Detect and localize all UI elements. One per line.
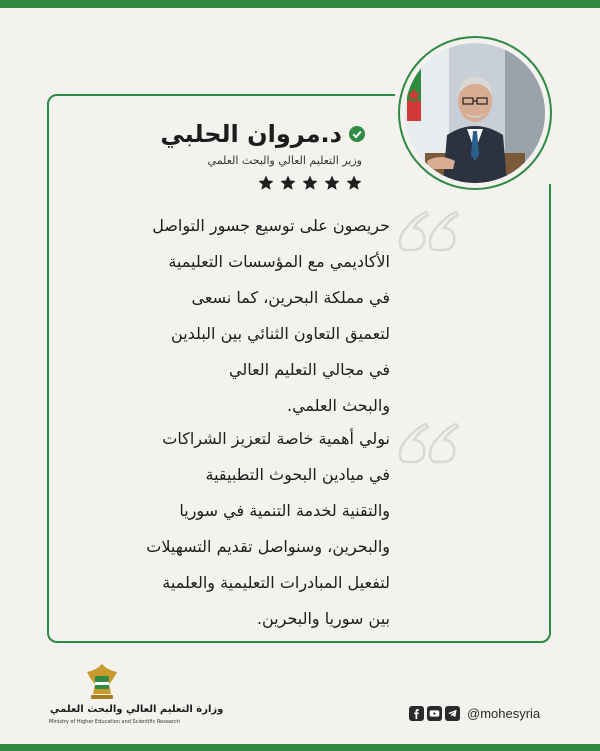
verified-check-icon [349, 126, 365, 142]
facebook-icon[interactable] [409, 706, 424, 721]
ministry-name-arabic: وزارة التعليم العالي والبحث العلمي [50, 704, 224, 715]
quote-paragraph-1: حريصون على توسيع جسور التواصل الأكاديمي مع المؤسسات التعليمية في مملكة البحرين، كما نسعى لتعميق التعاون الثنائي بين البلدين في مجالي التعليم العالي والبحث العلمي. [152, 216, 390, 415]
star-icon [279, 174, 297, 192]
profile-header [160, 120, 365, 148]
star-icon [323, 174, 341, 192]
profile-name: د.مروان الحلبي [160, 120, 342, 148]
social-handle[interactable]: @mohesyria [467, 706, 541, 721]
star-icon [257, 174, 275, 192]
youtube-icon[interactable] [427, 706, 442, 721]
ministry-name-english: Ministry of Higher Education and Scientific Research [49, 719, 180, 725]
star-icon [301, 174, 319, 192]
ministry-emblem-logo [81, 660, 123, 702]
telegram-icon[interactable] [445, 706, 460, 721]
quote-paragraph-2: نولي أهمية خاصة لتعزيز الشراكات في ميادين البحوث التطبيقية والتقنية لخدمة التنمية في سوريا والبحرين، وسنواصل تقديم التسهيلات لتفعيل المبادرات التعليمية والعلمية بين سوريا والبحرين. [146, 429, 390, 628]
profile-title: وزير التعليم العالي والبحث العلمي [207, 154, 362, 167]
quote-mark-icon [398, 206, 462, 256]
rating-stars [257, 174, 363, 192]
quote-mark-icon [398, 418, 462, 468]
bottom-accent-bar [0, 744, 600, 751]
avatar [405, 43, 545, 183]
star-icon [345, 174, 363, 192]
top-accent-bar [0, 0, 600, 8]
social-links [409, 706, 540, 721]
